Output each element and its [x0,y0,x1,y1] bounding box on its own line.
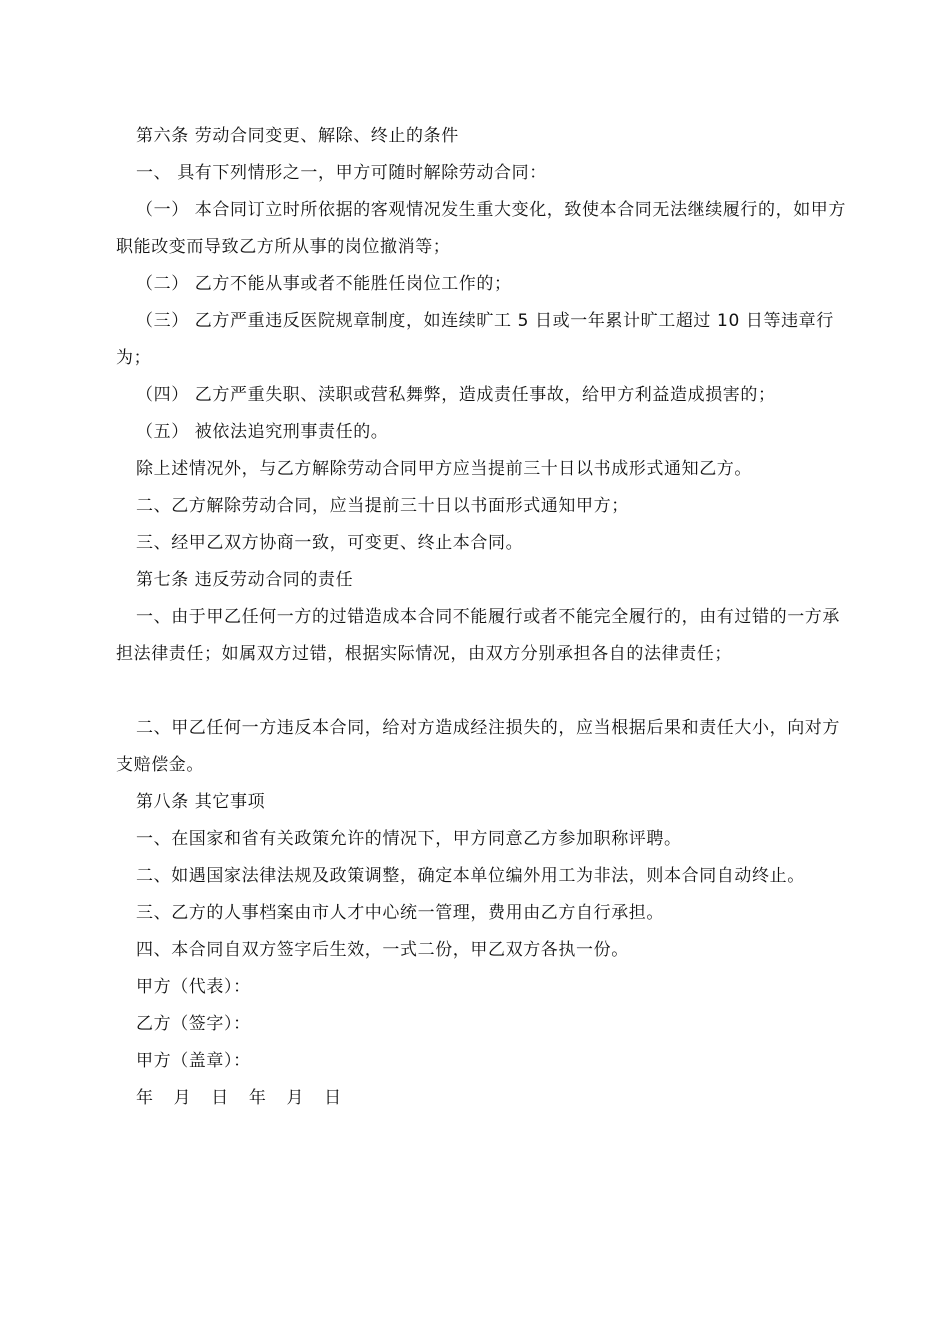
party-a-seal-line: 甲方（盖章）： [136,1051,251,1071]
article-6-clause-2: 二、乙方解除劳动合同，应当提前三十日以书面形式通知甲方； [136,496,629,516]
date-day-a: 日 [211,1088,229,1108]
article-7-clause-1: 一、由于甲乙任何一方的过错造成本合同不能履行或者不能完全履行的，由有过错的一方承担法律责任；如属双方过错，根据实际情况，由双方分别承担各自的法律责任； [116,607,840,664]
date-line [116,1080,846,1117]
article-6-item-1: （一） 本合同订立时所依据的客观情况发生重大变化，致使本合同无法继续履行的，如甲方职能改变而导致乙方所从事的岗位撤消等； [116,200,847,257]
party-b-signature-line: 乙方（签字）： [136,1014,251,1034]
party-a-representative-line: 甲方（代表）： [136,977,251,997]
date-month-b: 月 [286,1088,305,1108]
article-6-item-3: （三） 乙方严重违反医院规章制度，如连续旷工 5 日或一年累计旷工超过 10 日等违章行为； [116,311,834,368]
date-day-b: 日 [324,1088,342,1108]
article-6-clause-3: 三、经甲乙双方协商一致，可变更、终止本合同。 [136,533,524,553]
article-8-clause-4: 四、本合同自双方签字后生效，一式二份，甲乙双方各执一份。 [136,940,629,960]
article-8-heading: 第八条 其它事项 [136,792,266,812]
article-6-notice: 除上述情况外，与乙方解除劳动合同甲方应当提前三十日以书成形式通知乙方。 [136,459,752,479]
article-6-clause-1: 一、 具有下列情形之一，甲方可随时解除劳动合同： [136,163,547,183]
article-6-item-2: （二） 乙方不能从事或者不能胜任岗位工作的； [136,274,512,294]
date-year-a: 年 [136,1088,154,1108]
article-6-item-5: （五） 被依法追究刑事责任的。 [136,422,389,442]
article-8-clause-3: 三、乙方的人事档案由市人才中心统一管理，费用由乙方自行承担。 [136,903,664,923]
date-year-b: 年 [248,1088,267,1108]
article-8-clause-2: 二、如遇国家法律法规及政策调整，确定本单位编外用工为非法，则本合同自动终止。 [136,866,805,886]
article-6-item-4: （四） 乙方严重失职、渎职或营私舞弊，造成责任事故，给甲方利益造成损害的； [136,385,776,405]
article-6-heading: 第六条 劳动合同变更、解除、终止的条件 [136,126,459,146]
document-body [116,118,846,1117]
article-8-clause-1: 一、在国家和省有关政策允许的情况下，甲方同意乙方参加职称评聘。 [136,829,682,849]
article-7-clause-2: 二、甲乙任何一方违反本合同，给对方造成经注损失的，应当根据后果和责任大小，向对方支赔偿金。 [116,718,840,775]
date-month-a: 月 [173,1088,192,1108]
article-7-heading: 第七条 违反劳动合同的责任 [136,570,354,590]
